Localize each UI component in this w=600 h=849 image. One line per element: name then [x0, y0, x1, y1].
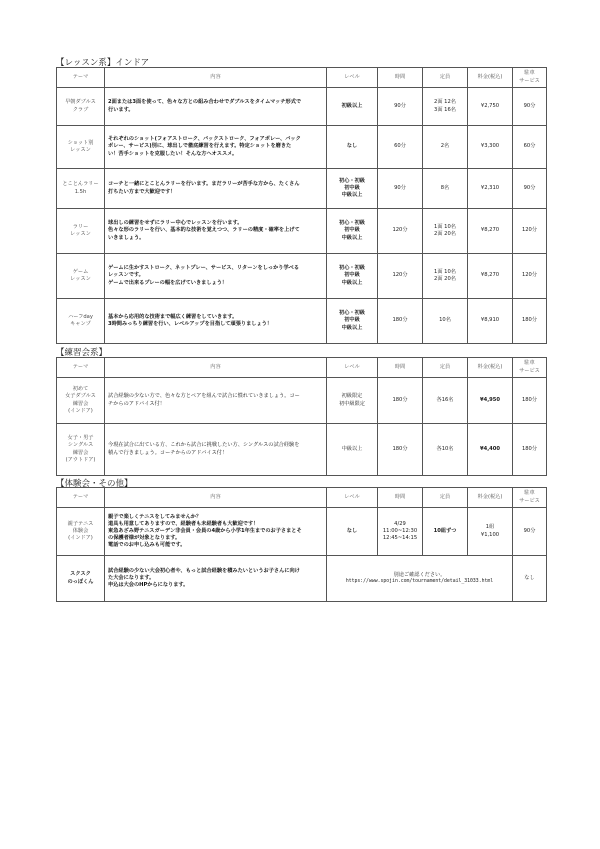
capacity-cell: 1面 10名 2面 20名: [423, 209, 468, 254]
col-header-content: 内容: [105, 68, 327, 88]
level-cell: 初心・初級 初中級 中級以上: [327, 169, 378, 209]
parking-cell: 180分: [513, 299, 547, 344]
theme-cell: ラリー レッスン: [57, 209, 105, 254]
table-row: [57, 424, 547, 476]
level-cell: 初心・初級 初中級 中級以上: [327, 254, 378, 299]
level-cell: 初心・初級 初中級 中級以上: [327, 209, 378, 254]
parking-cell: 120分: [513, 209, 547, 254]
theme-cell: ハーフday キャンプ: [57, 299, 105, 344]
price-cell: ¥8,910: [468, 299, 513, 344]
col-header-theme: テーマ: [57, 488, 105, 508]
capacity-cell: 8名: [423, 169, 468, 209]
capacity-cell: 2名: [423, 126, 468, 169]
col-header-theme: テーマ: [57, 68, 105, 88]
table-header-row: [57, 488, 547, 508]
level-cell: 初級以上: [327, 88, 378, 126]
col-header-parking: 駐車 サービス: [513, 358, 547, 378]
practice-table: [56, 357, 547, 476]
col-header-time: 時間: [378, 68, 423, 88]
section-title-lessons: 【レッスン系】インドア: [56, 58, 150, 68]
table-header-row: [57, 358, 547, 378]
table-row: [57, 508, 547, 556]
col-header-capacity: 定員: [423, 68, 468, 88]
table-row: [57, 299, 547, 344]
theme-cell: とことんラリー 1.5h: [57, 169, 105, 209]
parking-cell: 90分: [513, 169, 547, 209]
table-row: [57, 126, 547, 169]
content-cell: 基本から応用的な技術まで幅広く練習をしていきます。 3時間みっちり練習を行い、レベルアップを目指して頑張りましょう！: [105, 299, 327, 344]
time-cell: 90分: [378, 169, 423, 209]
time-cell: 60分: [378, 126, 423, 169]
col-header-price: 料金(税込): [468, 358, 513, 378]
col-header-theme: テーマ: [57, 358, 105, 378]
col-header-content: 内容: [105, 488, 327, 508]
table-row: [57, 378, 547, 424]
capacity-cell: 10名: [423, 299, 468, 344]
col-header-level: レベル: [327, 358, 378, 378]
parking-cell: 90分: [513, 88, 547, 126]
col-header-time: 時間: [378, 488, 423, 508]
capacity-cell: 各10名: [423, 424, 468, 476]
level-cell: なし: [327, 508, 378, 556]
parking-cell: 90分: [513, 508, 547, 556]
theme-cell: スクスク のっぽくん: [57, 556, 105, 602]
col-header-price: 料金(税込): [468, 68, 513, 88]
col-header-time: 時間: [378, 358, 423, 378]
col-header-parking: 駐車 サービス: [513, 488, 547, 508]
col-header-parking: 駐車 サービス: [513, 68, 547, 88]
table-row: [57, 209, 547, 254]
col-header-capacity: 定員: [423, 358, 468, 378]
content-cell: それぞれのショット(フォアストローク、バックストローク、フォアボレー、バック ボレー、サービス)別に、球出しで徹底練習を行えます。特定ショットを磨きた い！苦手ショットを克服したい！そんな方へオススメ。: [105, 126, 327, 169]
theme-cell: ゲーム レッスン: [57, 254, 105, 299]
col-header-level: レベル: [327, 488, 378, 508]
time-cell: 120分: [378, 254, 423, 299]
capacity-cell: 各16名: [423, 378, 468, 424]
table-row: [57, 169, 547, 209]
theme-cell: 女子・男子 シングルス 練習会 (アウトドア): [57, 424, 105, 476]
trial-table: [56, 487, 547, 602]
content-cell: 2面または3面を使って、色々な方との組み合わせでダブルスをタイムマッチ形式で 行います。: [105, 88, 327, 126]
level-cell: 初級限定 初中級限定: [327, 378, 378, 424]
col-header-content: 内容: [105, 358, 327, 378]
price-cell: ¥2,310: [468, 169, 513, 209]
content-cell: 試合経験の少ない大会初心者や、もっと試合経験を積みたいというお子さんに向け た大会になります。 申込は大会のHPからになります。: [105, 556, 327, 602]
price-cell: ¥4,400: [468, 424, 513, 476]
tournament-link[interactable]: https://www.spojin.com/tournament/detail_31033.html: [345, 578, 494, 584]
capacity-cell: 2面 12名 3面 16名: [423, 88, 468, 126]
section-title-practice: 【練習会系】: [56, 348, 108, 358]
parking-cell: 180分: [513, 378, 547, 424]
level-cell: 初心・初級 初中級 中級以上: [327, 299, 378, 344]
theme-cell: 早朝ダブルス クラブ: [57, 88, 105, 126]
time-cell: 180分: [378, 424, 423, 476]
time-cell: 90分: [378, 88, 423, 126]
content-cell: 球出しの練習をせずにラリー中心でレッスンを行います。 色々な形のラリーを行い、基本的な技術を覚えつつ、ラリーの精度・確率を上げて いきましょう。: [105, 209, 327, 254]
theme-cell: 親子テニス 体験会 (インドア): [57, 508, 105, 556]
parking-cell: 120分: [513, 254, 547, 299]
price-cell: ¥4,950: [468, 378, 513, 424]
lessons-table: [56, 67, 547, 344]
time-cell: 180分: [378, 299, 423, 344]
price-cell: ¥3,300: [468, 126, 513, 169]
parking-cell: なし: [513, 556, 547, 602]
col-header-price: 料金(税込): [468, 488, 513, 508]
capacity-cell: 1面 10名 2面 20名: [423, 254, 468, 299]
level-cell: 中級以上: [327, 424, 378, 476]
col-header-capacity: 定員: [423, 488, 468, 508]
price-cell: ¥2,750: [468, 88, 513, 126]
time-cell: 180分: [378, 378, 423, 424]
time-cell: 4/29 11:00~12:30 12:45~14:15: [378, 508, 423, 556]
level-cell: なし: [327, 126, 378, 169]
price-cell: ¥8,270: [468, 209, 513, 254]
merged-note-cell: 別途ご確認ください。 https://www.spojin.com/tournament/detail_31033.html: [327, 556, 513, 602]
section-title-trial: 【体験会・その他】: [56, 479, 133, 489]
table-row: [57, 254, 547, 299]
col-header-level: レベル: [327, 68, 378, 88]
time-cell: 120分: [378, 209, 423, 254]
content-cell: 今現在試合に出ている方、これから試合に挑戦したい方、シングルスの試合経験を 積んで行きましょう。コーチからのアドバイス付！: [105, 424, 327, 476]
parking-cell: 180分: [513, 424, 547, 476]
content-cell: 試合経験の少ない方で、色々な方とペアを組んで試合に慣れていきましょう。コー チからのアドバイス付！: [105, 378, 327, 424]
table-row: [57, 88, 547, 126]
parking-cell: 60分: [513, 126, 547, 169]
table-row: [57, 556, 547, 602]
theme-cell: ショット別 レッスン: [57, 126, 105, 169]
content-cell: 親子で楽しくテニスをしてみませんか？ 道具も用意してありますので、経験者も未経験者も大歓迎です！ 東急あざみ野テニスガーデン非会員・会員の4歳から小学1年生までのお子さまとそ の保護者様が対象となります。 電話でのお申し込みも可能です。: [105, 508, 327, 556]
table-header-row: [57, 68, 547, 88]
price-cell: ¥8,270: [468, 254, 513, 299]
theme-cell: 初めて 女子ダブルス 練習会 (インドア): [57, 378, 105, 424]
capacity-cell: 10組ずつ: [423, 508, 468, 556]
content-cell: コーチと一緒にとことんラリーを行います。まだラリーが苦手な方から、たくさん 打ちたい方まで大歓迎です！: [105, 169, 327, 209]
content-cell: ゲームに生かすストローク、ネットプレー、サービス、リターンをしっかり学べる レッスンです。 ゲームで出来るプレーの幅を広げていきましょう！: [105, 254, 327, 299]
price-cell: 1組 ¥1,100: [468, 508, 513, 556]
